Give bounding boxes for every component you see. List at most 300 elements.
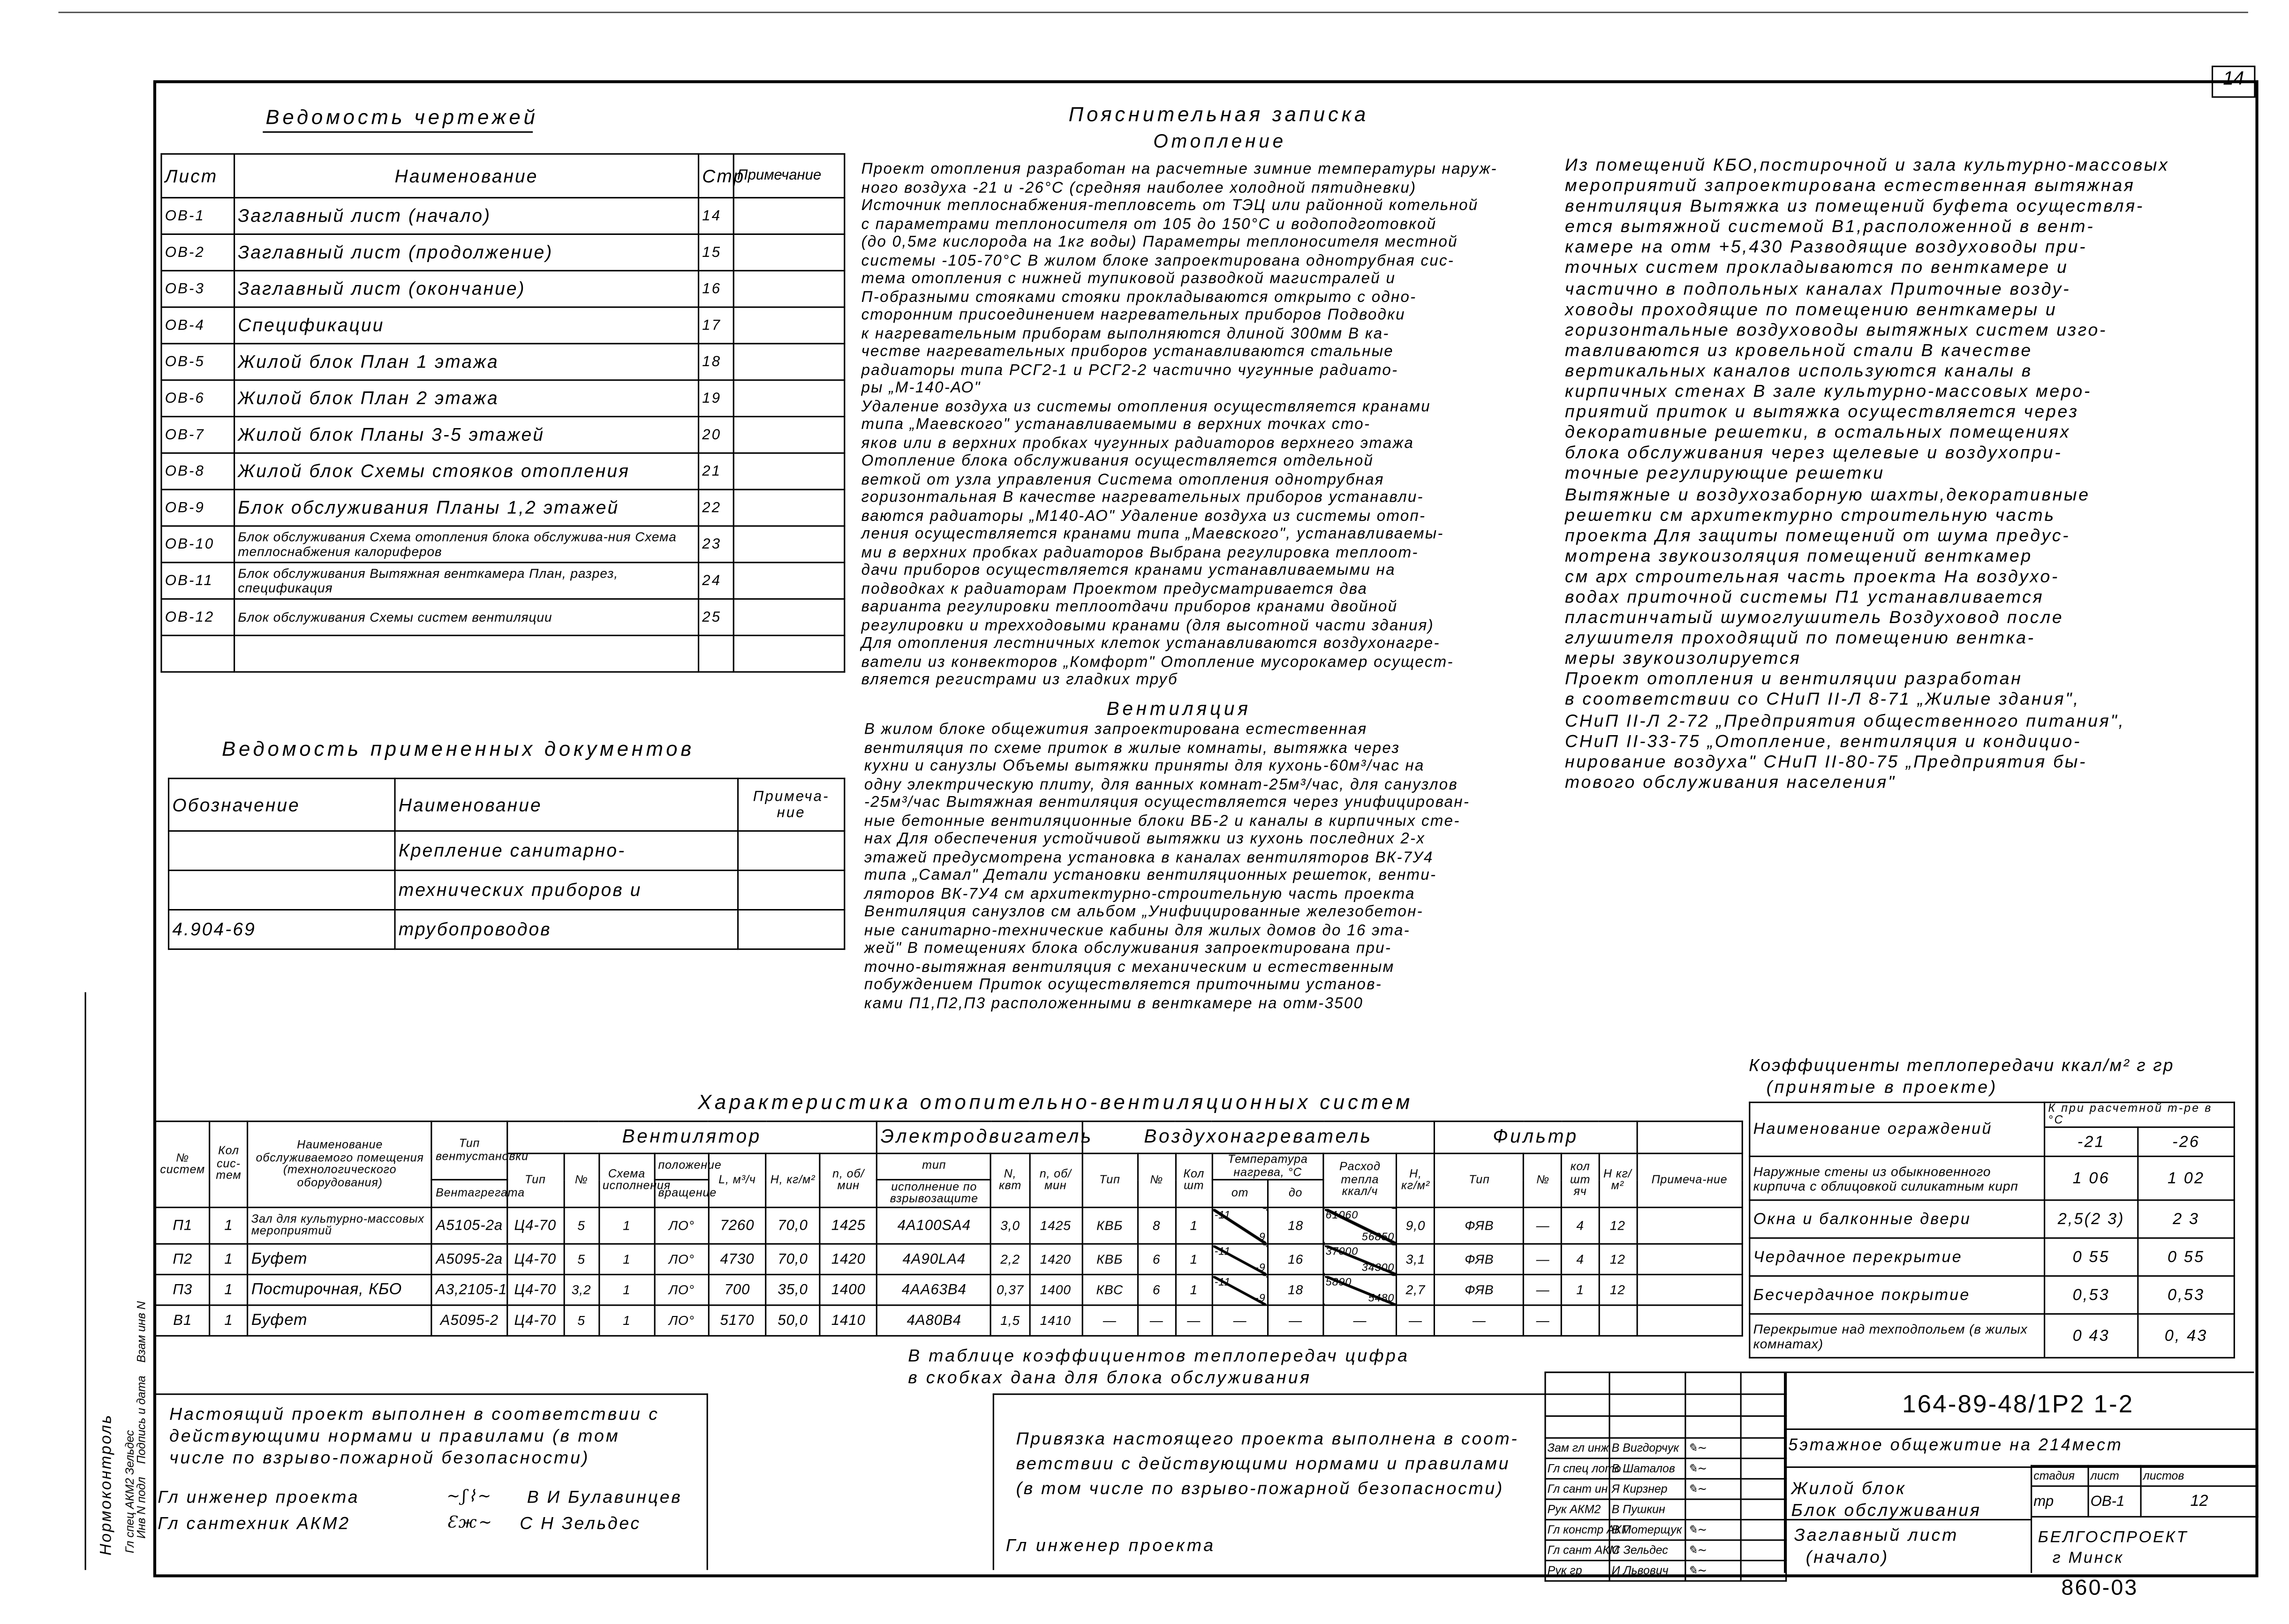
- sheet-note: [733, 417, 845, 453]
- sheet-page: 17: [699, 307, 734, 344]
- coef-row: [1750, 1314, 2235, 1358]
- coef-row: [1750, 1200, 2235, 1238]
- right-column-line: блока обслуживания через щелевые и воздухопри-: [1565, 442, 2062, 463]
- system-hq: 1: [1176, 1207, 1212, 1244]
- doc-code: [169, 831, 395, 870]
- system-note: [1637, 1275, 1742, 1305]
- signature-icon: ✎~: [1685, 1479, 1741, 1499]
- staff-name: В Потерщук: [1609, 1519, 1685, 1540]
- drawings-row: [161, 453, 845, 489]
- system-fno: —: [1524, 1207, 1562, 1244]
- right-column-line: приятий приток и вытяжка осуществляется через: [1565, 401, 2079, 422]
- org-city: г Минск: [2052, 1549, 2124, 1567]
- sheet-code: ОВ-9: [161, 489, 234, 526]
- sheet-code: ОВ-6: [161, 380, 234, 417]
- sheet-page: [699, 635, 734, 672]
- heating-text-line: ми в верхних пробках радиаторов Выбрана регулировка теплоот-: [861, 543, 1419, 561]
- staff-date: [1741, 1479, 1786, 1499]
- drawings-header-cell: Лист: [161, 154, 234, 197]
- staff-date: [1741, 1459, 1786, 1479]
- drawings-header-cell: Примечание: [733, 154, 845, 197]
- doc-code: [169, 870, 395, 910]
- ventilation-text: [864, 721, 1470, 1012]
- h-motor-type: тип: [877, 1153, 991, 1180]
- side-sign: Подпись и дата: [135, 1376, 148, 1464]
- right-column-line: водах приточной системы П1 устанавливается: [1565, 586, 2044, 607]
- side-norm-control: Нормоконтроль: [98, 1413, 115, 1556]
- sheet-code: ОВ-4: [161, 307, 234, 344]
- compliance-mid-role: Гл инженер проекта: [1005, 1535, 1216, 1556]
- coef-header-name: Наименование ограждений: [1750, 1102, 2045, 1156]
- ventilation-text-line: типа „Самал" Детали установки вентиляционных решеток, венти-: [864, 866, 1437, 885]
- heater-temp-from: [1212, 1305, 1268, 1336]
- h-fan-rot: вращение: [655, 1180, 709, 1207]
- sheet-note: [733, 344, 845, 380]
- right-column-line: Проект отопления и вентиляции разработан: [1565, 669, 2023, 690]
- value-upper: -11: [1214, 1208, 1231, 1221]
- archive-number: 860-03: [2061, 1576, 2138, 1601]
- system-fq: 4: [1562, 1244, 1599, 1274]
- h-motor-n: n, об/мин: [1029, 1153, 1082, 1207]
- system-mn: 1420: [1029, 1244, 1082, 1274]
- system-ft: —: [1435, 1305, 1524, 1336]
- system-unit: А3,2105-1: [432, 1275, 506, 1305]
- system-no: П1: [156, 1207, 210, 1244]
- sheet-name: Блок обслуживания Вытяжная венткамера План, разрез, спецификация: [234, 563, 699, 599]
- system-fan-type: Ц4-70: [507, 1244, 564, 1274]
- system-pos: ЛО°: [655, 1207, 709, 1244]
- sheet-name: [234, 635, 699, 672]
- system-H: 70,0: [766, 1207, 820, 1244]
- sheet-code: ОВ-10: [161, 526, 234, 563]
- value-lower: 5480: [1368, 1291, 1395, 1305]
- staff-date: [1741, 1561, 1786, 1581]
- staff-row: [1545, 1438, 1786, 1459]
- drawings-header-cell: Стр: [699, 154, 734, 197]
- system-H: 35,0: [766, 1275, 820, 1305]
- h-qty: Кол сис-тем: [210, 1121, 248, 1208]
- system-fno: —: [1524, 1305, 1562, 1336]
- h-filter-H: H кг/м²: [1599, 1153, 1637, 1207]
- signer-row: [155, 1485, 707, 1511]
- compliance-mid-line: (в том числе по взрыво-пожарной безопасности): [1016, 1478, 1504, 1499]
- title-block: [1544, 1372, 2254, 1578]
- sheet-page: 19: [699, 380, 734, 417]
- sheets-value: 12: [2141, 1486, 2258, 1517]
- sheet-code: ОВ-7: [161, 417, 234, 453]
- ventilation-text-line: ляторов ВК-7У4 см архитектурно-строительную часть проекта: [864, 885, 1415, 902]
- system-N: 1,5: [991, 1305, 1029, 1336]
- right-column-line: пластинчатый шумоглушитель Воздуховод после: [1565, 607, 2064, 628]
- heating-text-line: типа „Маевского" устанавливаемыми в верхних точках сто-: [861, 416, 1371, 434]
- staff-empty-cell: [1609, 1372, 1685, 1394]
- heater-temp-from: [1212, 1244, 1268, 1274]
- drawings-row: [161, 635, 845, 672]
- coefficients-table: [1749, 1102, 2235, 1359]
- ventilation-text-line: побуждением Приток осуществляется приточными установ-: [864, 976, 1382, 994]
- drawings-list-table: [160, 153, 845, 673]
- coef-t21: 2,5(2 3): [2045, 1200, 2138, 1238]
- docs-header-row: [169, 778, 845, 831]
- heating-text-line: тема отопления с нижней тупиковой разводкой магистралей и: [861, 270, 1396, 288]
- system-unit: А5105-2а: [432, 1207, 506, 1244]
- heating-text-line: Источник теплоснабжения-тепловсеть от ТЭЦ или районной котельной: [861, 197, 1479, 215]
- sheet-name: Жилой блок Схемы стояков отопления: [234, 453, 699, 489]
- system-mn: 1400: [1029, 1275, 1082, 1305]
- sheet-note: [733, 453, 845, 489]
- system-note: [1637, 1244, 1742, 1274]
- page-number: 14: [2223, 67, 2244, 89]
- heating-text-line: варианта регулировки теплоотдачи приборов кранами двойной: [861, 598, 1398, 616]
- staff-empty-cell: [1741, 1416, 1786, 1438]
- coefficients-subtitle: (принятые в проекте): [1766, 1076, 1998, 1098]
- signature-icon: [1685, 1499, 1741, 1520]
- value-upper: 61060: [1325, 1208, 1359, 1221]
- system-motor: 4А100SА4: [877, 1207, 991, 1244]
- signer-name: С Н Зельдес: [520, 1513, 641, 1534]
- value-lower: -9: [1255, 1291, 1266, 1305]
- h-heater: Воздухонагреватель: [1082, 1121, 1435, 1153]
- docs-header-cell: Обозначение: [169, 778, 395, 831]
- system-t-to: 16: [1268, 1244, 1323, 1274]
- h-no: № систем: [156, 1121, 210, 1208]
- heating-text-line: радиаторы типа РСГ2-1 и РСГ2-2 частично чугунные радиато-: [861, 361, 1398, 379]
- compliance-left-line: действующими нормами и правилами (в том: [169, 1425, 620, 1446]
- h-heater-temp: Температура нагрева, °С: [1212, 1153, 1323, 1180]
- system-fq: 4: [1562, 1207, 1599, 1244]
- sheet-code: ОВ-2: [161, 234, 234, 271]
- ventilation-text-line: жей" В помещениях блока обслуживания запроектирована при-: [864, 940, 1392, 957]
- staff-role: Рук АКМ2: [1545, 1499, 1609, 1520]
- h-fan-L: L, м³/ч: [709, 1153, 766, 1207]
- coef-name: Чердачное перекрытие: [1750, 1238, 2045, 1276]
- sheet-value: ОВ-1: [2088, 1486, 2141, 1517]
- sheet-code: ОВ-5: [161, 344, 234, 380]
- sheet-page: 23: [699, 526, 734, 563]
- coef-row: [1750, 1238, 2235, 1276]
- value-lower: -9: [1255, 1230, 1266, 1243]
- system-fq: [1562, 1305, 1599, 1336]
- system-fno: —: [1524, 1244, 1562, 1274]
- system-mn: 1410: [1029, 1305, 1082, 1336]
- page-number-box: [2212, 66, 2255, 98]
- staff-row: [1545, 1479, 1786, 1499]
- drawings-header-cell: Наименование: [234, 154, 699, 197]
- h-fan-H: H, кг/м²: [766, 1153, 820, 1207]
- drawings-list-title: Ведомость чертежей: [265, 105, 538, 128]
- system-scheme: 1: [599, 1207, 655, 1244]
- top-edge-line: [59, 12, 2248, 13]
- signature-icon: ✎~: [1685, 1519, 1741, 1540]
- heating-text-line: ры „М-140-АО": [861, 379, 981, 397]
- h-filter-qty: кол шт яч: [1562, 1153, 1599, 1207]
- heater-flow: [1323, 1207, 1397, 1244]
- heating-text-line: честве нагревательных приборов устанавливаются стальные: [861, 343, 1394, 361]
- org-name: БЕЛГОСПРОЕКТ: [2038, 1529, 2189, 1547]
- staff-role: Гл спец лото: [1545, 1459, 1609, 1479]
- staff-row: [1545, 1540, 1786, 1561]
- compliance-left-line: Настоящий проект выполнен в соответствии с: [169, 1404, 659, 1424]
- sheet-page: 14: [699, 198, 734, 234]
- heating-text-line: Отопление блока обслуживания осуществляется отдельной: [861, 452, 1374, 470]
- heating-text-line: Удаление воздуха из системы отопления осуществляется кранами: [861, 398, 1431, 415]
- system-note: [1637, 1207, 1742, 1244]
- h-fan-scheme: Схема исполнения: [599, 1153, 655, 1207]
- signer-role: Гл инженер проекта: [158, 1487, 360, 1508]
- ventilation-text-line: В жилом блоке общежития запроектирована естественная: [864, 721, 1367, 738]
- h-fan-pos: положение: [655, 1153, 709, 1180]
- h-heater-type: Тип: [1082, 1153, 1138, 1207]
- right-column-line: мероприятий запроектирована естественная вытяжная: [1565, 175, 2135, 196]
- sheet-page: 18: [699, 344, 734, 380]
- right-column-line: мотрена звукоизоляция помещений венткамер: [1565, 545, 2032, 566]
- system-N: 0,37: [991, 1275, 1029, 1305]
- staff-name: В Пушкин: [1609, 1499, 1685, 1520]
- heater-flow: [1323, 1305, 1397, 1336]
- system-n: 1420: [820, 1244, 877, 1274]
- sheet-name: Заглавный лист (продолжение): [234, 234, 699, 271]
- system-H: 70,0: [766, 1244, 820, 1274]
- heating-text-line: системы -105-70°С В жилом блоке запроектирована однотрубная сис-: [861, 251, 1455, 270]
- sheet-note: [733, 234, 845, 271]
- sheet-code: ОВ-12: [161, 599, 234, 636]
- compliance-mid-line: ветствии с действующими нормами и правилами: [1016, 1453, 1511, 1474]
- system-pos: ЛО°: [655, 1275, 709, 1305]
- system-qty: 1: [210, 1275, 248, 1305]
- sheet-note: [733, 307, 845, 344]
- h-fan-type: Тип: [507, 1153, 564, 1207]
- signature-icon: ✎~: [1685, 1540, 1741, 1561]
- system-H: 50,0: [766, 1305, 820, 1336]
- h-unit-type: Тип вентустановки: [432, 1121, 506, 1180]
- coef-t26: 2 3: [2138, 1200, 2235, 1238]
- system-fan-type: Ц4-70: [507, 1305, 564, 1336]
- ventilation-text-line: ные санитарно-технические кабины для жилых домов до 16 эта-: [864, 921, 1411, 939]
- value-lower: -9: [1255, 1261, 1266, 1274]
- signature-icon: ✎~: [1685, 1561, 1741, 1581]
- coef-t21: 1 06: [2045, 1156, 2138, 1200]
- heating-text-line: регулировки и трехходовыми кранами (для высотной части здания): [861, 616, 1434, 634]
- sheet-page: 15: [699, 234, 734, 271]
- system-ft: ФЯВ: [1435, 1275, 1524, 1305]
- right-column-line: кирпичных стенах В зале культурно-массовых меро-: [1565, 381, 2092, 401]
- right-column-line: ховоды проходящие по помещению венткамеры и: [1565, 298, 2057, 319]
- staff-empty-row: [1545, 1416, 1786, 1438]
- system-t-to: —: [1268, 1305, 1323, 1336]
- system-n: 1410: [820, 1305, 877, 1336]
- heating-text-line: с параметрами теплоносителя от 105 до 150°С и водоподготовкой: [861, 215, 1437, 233]
- system-row: [156, 1207, 1743, 1244]
- system-n: 1425: [820, 1207, 877, 1244]
- sheet-name: Жилой блок Планы 3-5 этажей: [234, 417, 699, 453]
- heating-text-line: ватели из конвекторов „Комфорт" Отопление мусорокамер осущест-: [861, 653, 1454, 671]
- system-scheme: 1: [599, 1275, 655, 1305]
- ventilation-text-line: одну электрическую плиту, для ванных комнат-25м³/час, для санузлов: [864, 775, 1458, 793]
- right-column-line: ется вытяжной системой В1,расположенной в вент-: [1565, 216, 2095, 237]
- h-heater-H: H, кг/м²: [1397, 1153, 1435, 1207]
- system-hno: 8: [1138, 1207, 1176, 1244]
- footnote-line: В таблице коэффициентов теплопередач цифра: [908, 1345, 1410, 1366]
- value-upper: 37000: [1325, 1244, 1359, 1258]
- h-heater-no: №: [1138, 1153, 1176, 1207]
- staff-name: В Шаталов: [1609, 1459, 1685, 1479]
- system-hno: 6: [1138, 1244, 1176, 1274]
- h-fan: Вентилятор: [507, 1121, 877, 1153]
- ventilation-text-line: точно-вытяжная вентиляция с механическим и естественным: [864, 958, 1395, 976]
- right-column-line: в соответствии со СНиП II-Л 8-71 „Жилые здания",: [1565, 689, 2080, 710]
- h-filter-no: №: [1524, 1153, 1562, 1207]
- system-row: [156, 1305, 1743, 1336]
- doc-note: [738, 831, 845, 870]
- right-column-line: точных систем прокладываются по венткамере и: [1565, 257, 2069, 278]
- system-name: Буфет: [248, 1244, 432, 1274]
- staff-date: [1741, 1438, 1786, 1459]
- system-hno: 6: [1138, 1275, 1176, 1305]
- staff-empty-cell: [1685, 1394, 1741, 1416]
- h-unit-agg: Вентагрегата: [432, 1180, 506, 1207]
- stage-header: стадия: [2032, 1466, 2088, 1486]
- staff-role: Зам гл инж: [1545, 1438, 1609, 1459]
- system-N: 2,2: [991, 1244, 1029, 1274]
- coef-t26: 0,53: [2138, 1276, 2235, 1314]
- compliance-left-line: числе по взрыво-пожарной безопасности): [169, 1447, 590, 1468]
- systems-table: [155, 1120, 1743, 1337]
- drawings-row: [161, 380, 845, 417]
- right-column-line: камере на отм +5,430 Разводящие воздуховоды при-: [1565, 237, 2087, 257]
- value-upper: -11: [1214, 1275, 1231, 1289]
- coef-t26: 0 55: [2138, 1238, 2235, 1276]
- sheet-name: Блок обслуживания Схема отопления блока обслужива-ния Схема теплоснабжения калориферов: [234, 526, 699, 563]
- system-row: [156, 1275, 1743, 1305]
- right-column-line: глушителя проходящий по помещению вентка-: [1565, 627, 2035, 648]
- staff-role: Рук гр: [1545, 1561, 1609, 1581]
- drawings-row: [161, 198, 845, 234]
- signature-icon: Ɛж~: [446, 1513, 494, 1532]
- compliance-mid-line: Привязка настоящего проекта выполнена в соот-: [1016, 1428, 1519, 1449]
- ventilation-text-line: ные бетонные вентиляционные блоки ВБ-2 и каналы в кирпичных сте-: [864, 812, 1460, 830]
- sheet-title-line-2: (начало): [1806, 1547, 1889, 1567]
- right-column-line: Вытяжные и воздухозаборную шахты,декоративные: [1565, 483, 2090, 504]
- system-ft: ФЯВ: [1435, 1244, 1524, 1274]
- drawings-row: [161, 307, 845, 344]
- heating-title: Отопление: [1153, 129, 1286, 152]
- drawings-row: [161, 489, 845, 526]
- document-code: 164-89-48/1Р2 1-2: [1902, 1391, 2134, 1419]
- sheet-code: ОВ-8: [161, 453, 234, 489]
- coef-t21: 0 43: [2045, 1314, 2138, 1358]
- staff-role: Гл сант ин: [1545, 1479, 1609, 1499]
- ventilation-text-line: Вентиляция санузлов см альбом „Унифицированные железобетон-: [864, 903, 1424, 921]
- stage-value: тр: [2032, 1486, 2088, 1517]
- h-motor: Электродвигатель: [877, 1121, 1082, 1153]
- drawings-header-row: [161, 154, 845, 197]
- staff-name: Я Кирзнер: [1609, 1479, 1685, 1499]
- signer-name: В И Булавинцев: [527, 1487, 682, 1508]
- h-motor-exec: исполнение по взрывозащите: [877, 1180, 991, 1207]
- doc-name: Крепление санитарно-: [395, 831, 738, 870]
- staff-name: В Вигдорчук: [1609, 1438, 1685, 1459]
- compliance-left-box: [155, 1393, 708, 1570]
- coef-name: Перекрытие над техподпольем (в жилых комнатах): [1750, 1314, 2045, 1358]
- staff-name: С Зельдес: [1609, 1540, 1685, 1561]
- sheet-page: 24: [699, 563, 734, 599]
- sheet-note: [733, 599, 845, 636]
- right-column-line: меры звукоизолируется: [1565, 648, 1801, 669]
- footnote-line: в скобках дана для блока обслуживания: [908, 1367, 1312, 1388]
- sheet-note: [733, 563, 845, 599]
- signer-row: [155, 1511, 707, 1538]
- system-scheme: 1: [599, 1244, 655, 1274]
- drawings-row: [161, 271, 845, 307]
- system-unit: А5095-2а: [432, 1244, 506, 1274]
- doc-note: [738, 910, 845, 949]
- ventilation-text-line: нах Для обеспечения устойчивой вытяжки из кухонь последних 2-х: [864, 830, 1426, 848]
- heater-flow: [1323, 1275, 1397, 1305]
- right-column-line: частично в подпольных каналах Приточные возду-: [1565, 278, 2071, 299]
- right-column-line: горизонтальные воздуховоды вытяжных систем изго-: [1565, 319, 2108, 340]
- h-filter: Фильтр: [1435, 1121, 1637, 1153]
- staff-row: [1545, 1459, 1786, 1479]
- doc-name: трубопроводов: [395, 910, 738, 949]
- side-spec: Гл спец АКМ2 Зельдес: [123, 1430, 137, 1554]
- signature-icon: ~ʃ⌇~: [446, 1487, 493, 1506]
- right-column-line: СНиП II-Л 2-72 „Предприятия общественного питания",: [1565, 710, 2125, 730]
- sheet-note: [733, 526, 845, 563]
- heating-text-line: Проект отопления разработан на расчетные зимние температуры наруж-: [861, 160, 1497, 178]
- heating-text: [861, 160, 1497, 689]
- side-repl: Взам инв N: [135, 1301, 148, 1363]
- coef-row: [1750, 1156, 2235, 1200]
- staff-row: [1545, 1561, 1786, 1581]
- system-motor: 4АА63В4: [877, 1275, 991, 1305]
- coef-name: Наружные стены из обыкновенного кирпича с облицовкой силикатным кирп: [1750, 1156, 2045, 1200]
- system-hq: 1: [1176, 1275, 1212, 1305]
- right-column-line: тавливаются из кровельной стали В качестве: [1565, 339, 2032, 361]
- sheet-name: Жилой блок План 2 этажа: [234, 380, 699, 417]
- heating-text-line: ваются радиаторы „М140-АО" Удаление воздуха из системы отоп-: [861, 507, 1426, 525]
- sheet-note: [733, 380, 845, 417]
- staff-empty-cell: [1545, 1372, 1609, 1394]
- system-L: 4730: [709, 1244, 766, 1274]
- right-column-line: вентиляция Вытяжка из помещений буфета осуществля-: [1565, 195, 2145, 217]
- heating-text-line: вляется регистрами из гладких труб: [861, 671, 1178, 689]
- value: —: [1233, 1313, 1247, 1328]
- coef-name: Бесчердачное покрытие: [1750, 1276, 2045, 1314]
- staff-empty-cell: [1685, 1416, 1741, 1438]
- side-inv: Инв N подл: [135, 1477, 148, 1539]
- system-no: П2: [156, 1244, 210, 1274]
- heating-text-line: подводках к радиаторам Проектом предусматривается два: [861, 580, 1368, 598]
- system-fan-type: Ц4-70: [507, 1275, 564, 1305]
- heating-text-line: (до 0,5мг кислорода на 1кг воды) Параметры теплоносителя местной: [861, 233, 1458, 251]
- right-column-line: см арх строительная часть проекта На воздухо-: [1565, 566, 2060, 586]
- signature-icon: ✎~: [1685, 1438, 1741, 1459]
- sheet-page: 22: [699, 489, 734, 526]
- right-column-line: точные регулирующие решетки: [1565, 463, 1885, 484]
- sheet-name: Заглавный лист (начало): [234, 198, 699, 234]
- system-fH: 12: [1599, 1207, 1637, 1244]
- sheet-header: лист: [2088, 1466, 2141, 1486]
- coef-header-k: К при расчетной т-ре в °С: [2045, 1102, 2235, 1127]
- system-hH: 3,1: [1397, 1244, 1435, 1274]
- staff-date: [1741, 1519, 1786, 1540]
- notes-title: Пояснительная записка: [1068, 102, 1369, 126]
- ventilation-title: Вентиляция: [1106, 697, 1251, 720]
- heating-text-line: к нагревательным приборам выполняются длиной 300мм В ка-: [861, 324, 1390, 342]
- sheet-page: 21: [699, 453, 734, 489]
- value-upper: 5890: [1325, 1275, 1352, 1289]
- staff-empty-row: [1545, 1394, 1786, 1416]
